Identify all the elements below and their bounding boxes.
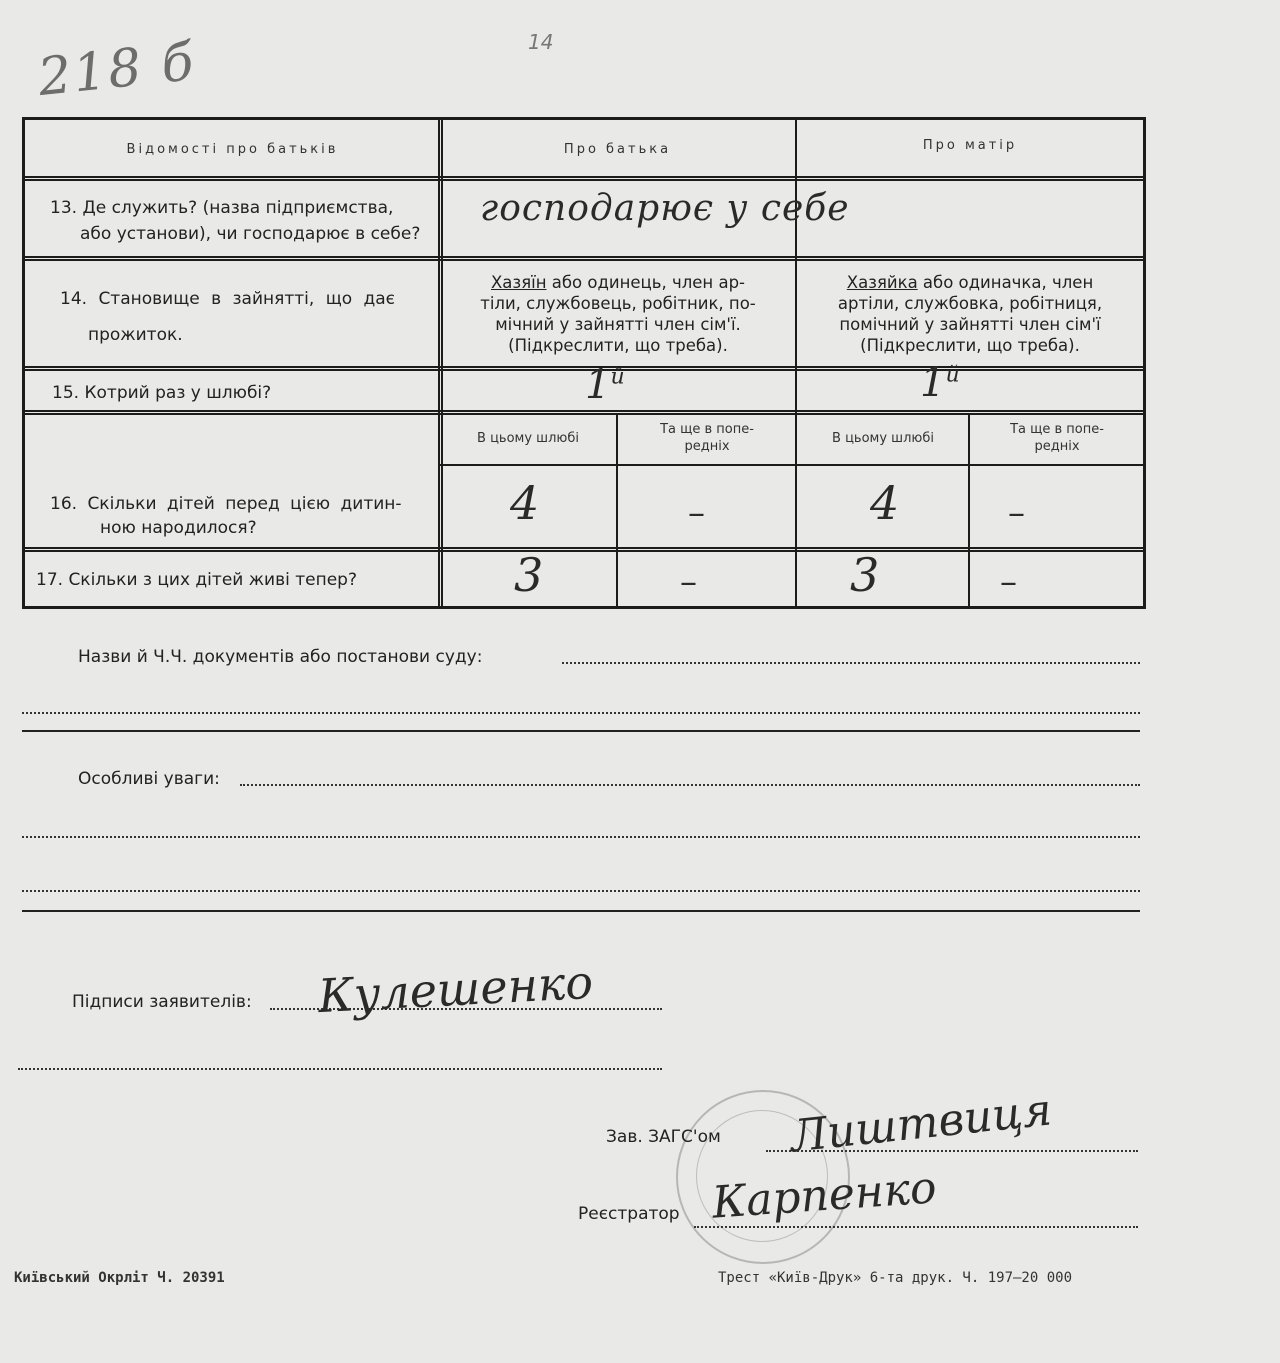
row14-father-line3: мічний у зайнятті член сім'ї. — [495, 315, 741, 334]
documents-fill-line — [562, 662, 1140, 664]
row16-label-line1: 16. Скільки дітей перед цією дитин- — [50, 494, 402, 514]
remarks-label: Особливі уваги: — [78, 769, 220, 789]
header-father: Про батька — [563, 142, 672, 157]
row14-mother-options — [800, 272, 1140, 356]
row15-mother-suffix: й — [945, 362, 960, 388]
row16-father-this: 4 — [510, 476, 540, 530]
row14-father-line1: або одинець, член ар- — [546, 273, 745, 292]
applicants-fill-line-2 — [18, 1068, 662, 1070]
archive-page-mark: 14 — [528, 30, 554, 54]
row16-mother-prev: – — [1008, 493, 1025, 533]
row15-mother-answer — [920, 360, 960, 406]
row15-father-number: 1 — [585, 362, 611, 408]
subheader-mother-previous-line2: редніх — [1034, 439, 1080, 454]
row16-label-line2: ною народилося? — [100, 518, 257, 538]
row13-label-line2: або установи), чи господарює в себе? — [80, 224, 421, 244]
remarks-fill-line — [240, 784, 1140, 786]
row14-mother-line1: або одиначка, член — [917, 273, 1094, 292]
row13-label-line1: 13. Де служить? (назва підприємства, — [50, 198, 394, 218]
row14-father-selected: Хазяїн — [491, 273, 547, 292]
table-col-divider-1 — [438, 120, 443, 606]
row16-father-prev: – — [688, 493, 705, 533]
row17-father-this: 3 — [514, 548, 544, 602]
registry-head-label: Зав. ЗАГС'ом — [606, 1127, 721, 1147]
table-col-divider-4 — [968, 414, 970, 606]
row14-father-line2: тіли, службовець, робітник, по- — [480, 294, 756, 313]
row14-label-line2: прожиток. — [88, 325, 183, 345]
row15-mother-number: 1 — [920, 360, 946, 406]
remarks-fill-line-2 — [22, 836, 1140, 838]
archive-number-mark: 218 б — [35, 31, 199, 109]
table-row-divider-13 — [25, 256, 1143, 261]
subheader-mother-previous-line1: Та ще в попе- — [1010, 422, 1104, 437]
row17-mother-prev: – — [1000, 562, 1017, 602]
row17-father-prev: – — [680, 562, 697, 602]
documents-label: Назви й Ч.Ч. документів або постанови суду: — [78, 647, 483, 667]
row17-mother-this: 3 — [850, 548, 880, 602]
table-col-divider-3 — [616, 414, 618, 606]
row14-mother-line2: артіли, службовка, робітниця, — [837, 294, 1103, 313]
registrar-fill-line — [694, 1226, 1138, 1228]
footer-printer-left: Київський Окрліт Ч. 20391 — [14, 1270, 225, 1286]
header-mother: Про матір — [922, 138, 1018, 153]
table-row-divider-16 — [25, 547, 1143, 552]
row16-mother-this: 4 — [870, 476, 900, 530]
applicants-label: Підписи заявителів: — [72, 992, 252, 1012]
row13-answer-handwritten: господарює у себе — [480, 188, 850, 229]
table-row-divider-header — [25, 176, 1143, 181]
row17-label: 17. Скільки з цих дітей живі тепер? — [36, 570, 357, 590]
header-parents-info: Відомості про батьків — [126, 142, 339, 157]
table-row-divider-14 — [25, 366, 1143, 371]
subheader-father-previous — [622, 421, 792, 455]
row14-label-line1: 14. Становище в зайнятті, що дає — [60, 289, 396, 309]
row14-mother-line3: помічний у зайнятті член сім'ї — [839, 315, 1101, 334]
row14-mother-selected: Хазяйка — [846, 273, 918, 292]
applicant-signature: Кулешенко — [316, 954, 595, 1024]
registrar-signature: Карпенко — [710, 1162, 939, 1229]
table-row-divider-sub — [440, 464, 1143, 466]
documents-fill-line-2 — [22, 712, 1140, 714]
registrar-label: Реєстратор — [578, 1204, 680, 1224]
row15-label: 15. Котрий раз у шлюбі? — [52, 383, 272, 403]
registry-head-signature: Лиштвиця — [788, 1084, 1055, 1163]
documents-divider — [22, 730, 1140, 732]
row14-mother-line4: (Підкреслити, що треба). — [860, 336, 1080, 355]
subheader-mother-previous — [974, 421, 1140, 455]
row14-father-line4: (Підкреслити, що треба). — [508, 336, 728, 355]
remarks-divider — [22, 910, 1140, 912]
footer-printer-right: Трест «Київ-Друк» 6-та друк. Ч. 197—20 000 — [718, 1270, 1073, 1286]
row14-father-options — [444, 272, 792, 356]
subheader-father-previous-line2: редніх — [684, 439, 730, 454]
subheader-mother-this-marriage: В цьому шлюбі — [832, 431, 934, 446]
row15-father-answer — [585, 362, 625, 408]
table-row-divider-15 — [25, 410, 1143, 415]
row15-father-suffix: й — [610, 364, 625, 390]
remarks-fill-line-3 — [22, 890, 1140, 892]
subheader-father-this-marriage: В цьому шлюбі — [477, 431, 579, 446]
subheader-father-previous-line1: Та ще в попе- — [660, 422, 754, 437]
